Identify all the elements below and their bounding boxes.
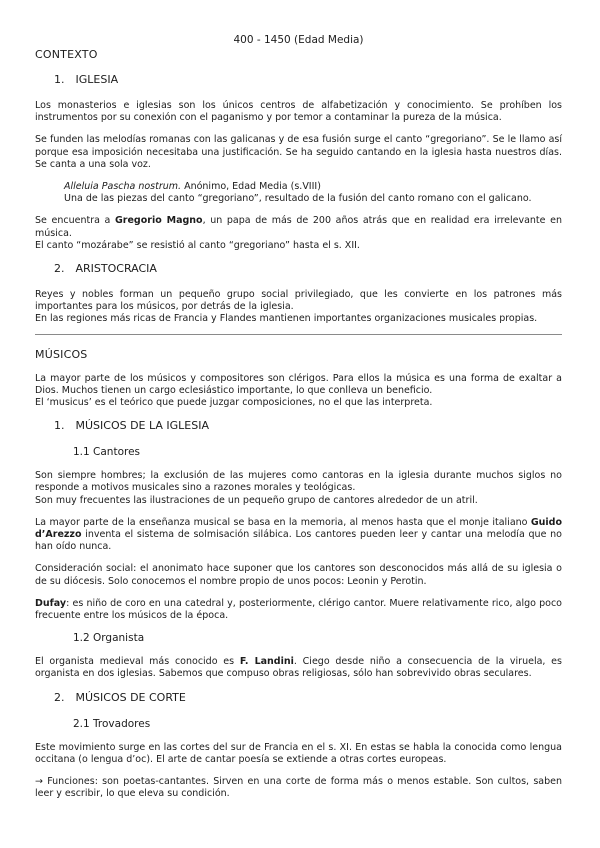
paragraph: La mayor parte de la enseñanza musical se basa en la memoria, al menos hasta que el monje italiano Guido d’Arezzo inventa el sistema de solmisación silábica. Los cantores pueden leer y cantar una melodía que no han oído nunca. [35,516,562,553]
paragraph: Reyes y nobles forman un pequeño grupo social privilegiado, que les convierte en los patrones más importantes para los músicos, por detrás de la iglesia. [35,289,562,313]
paragraph: Son siempre hombres; la exclusión de las mujeres como cantoras en la iglesia durante muchos siglos no responde a motivos musicales sino a razones morales y teológicas. [35,470,562,494]
paragraph: El organista medieval más conocido es F. Landini. Ciego desde niño a consecuencia de la viruela, es organista en dos iglesias. Sabemos que compuso obras religiosas, sólo han sobrevivido obras seculares. [35,656,562,680]
subsection-number: 1. [54,73,65,86]
paragraph: Consideración social: el anonimato hace suponer que los cantores son desconocidos más allá de su iglesia o de su diócesis. Solo conocemos el nombre propio de unos pocos: Leonin y Perotin. [35,563,562,587]
subsection-title: MÚSICOS DE CORTE [75,690,186,704]
bold-name: F. Landini [239,656,294,668]
paragraph: Son muy frecuentes las ilustraciones de un pequeño grupo de cantores alrededor de un atril. [35,494,478,506]
paragraph: Los monasterios e iglesias son los únicos centros de alfabetización y conocimiento. Se prohíben los instrumentos por su conexión con el paganismo y por temor a contaminar la pureza de la música. [35,100,562,124]
bold-name: Gregorio Magno [115,215,203,227]
paragraph: La mayor parte de los músicos y compositores son clérigos. Para ellos la música es una forma de exaltar a Dios. Muchos tienen un cargo eclesiástico importante, lo que conlleva un beneficio. [35,372,562,396]
subsubsection-trovadores-heading: 2.1 Trovadores [73,717,151,730]
paragraph: → Funciones: son poetas-cantantes. Sirven en una corte de forma más o menos estable. Son cultos, saben leer y escribir, lo que eleva su condición. [35,776,562,800]
subsection-title: IGLESIA [75,73,119,86]
subsection-number: 2. [54,690,65,704]
subsection-iglesia-heading [54,73,562,86]
section-contexto-heading: CONTEXTO [35,48,98,61]
subsubsection-organista-heading: 1.2 Organista [73,632,145,645]
quote-description: Una de las piezas del canto “gregoriano”, resultado de la fusión del canto romano con el galicano. [64,193,532,205]
section-divider [35,334,562,335]
quote-block [64,181,562,205]
paragraph: En las regiones más ricas de Francia y Flandes mantienen importantes organizaciones musicales propias. [35,313,538,325]
subsection-musicos-corte-heading [54,691,562,704]
quote-title: Alleluia Pascha nostrum. [64,181,182,193]
quote-attribution: Anónimo, Edad Media (s.VIII) [181,181,321,193]
paragraph: Este movimiento surge en las cortes del sur de Francia en el s. XI. En estas se habla la conocida como lengua occitana (o lengua d’oc). El arte de cantar poesía se extiende a otras cortes europeas. [35,741,562,765]
subsection-aristocracia-heading [54,262,562,275]
subsection-number: 2. [54,262,65,276]
paragraph: El ‘musicus’ es el teórico que puede juzgar composiciones, no el que las interpreta. [35,397,433,409]
subsection-title: MÚSICOS DE LA IGLESIA [75,419,210,433]
subsection-musicos-iglesia-heading [54,419,562,432]
document-period-title: 400 - 1450 (Edad Media) [233,34,364,46]
paragraph: Se encuentra a Gregorio Magno, un papa de más de 200 años atrás que en realidad era irrelevante en música. El canto “mozárabe” se resistió al canto “gregoriano” hasta el s. XII. [35,215,562,251]
paragraph: Se funden las melodías romanas con las galicanas y de esa fusión surge el canto “gregoriano”. Se le llamo así porque esa imposición necesitaba una justificación. Se ha seguido cantando en la iglesia hasta nuestros días. Se canta a una sola voz. [35,134,562,170]
subsection-title: ARISTOCRACIA [75,262,157,276]
section-musicos-heading: MÚSICOS [35,347,88,361]
subsubsection-cantores-heading: 1.1 Cantores [73,446,141,459]
document-page [35,34,562,811]
quote-line [64,181,562,193]
bold-name: Dufay [35,597,67,609]
paragraph: Dufay: es niño de coro en una catedral y, posteriormente, clérigo cantor. Muere relativamente rico, algo poco frecuente entre los músicos de la época. [35,597,562,622]
bold-name: Guido d’Arezzo [35,516,562,541]
subsection-number: 1. [54,419,65,433]
